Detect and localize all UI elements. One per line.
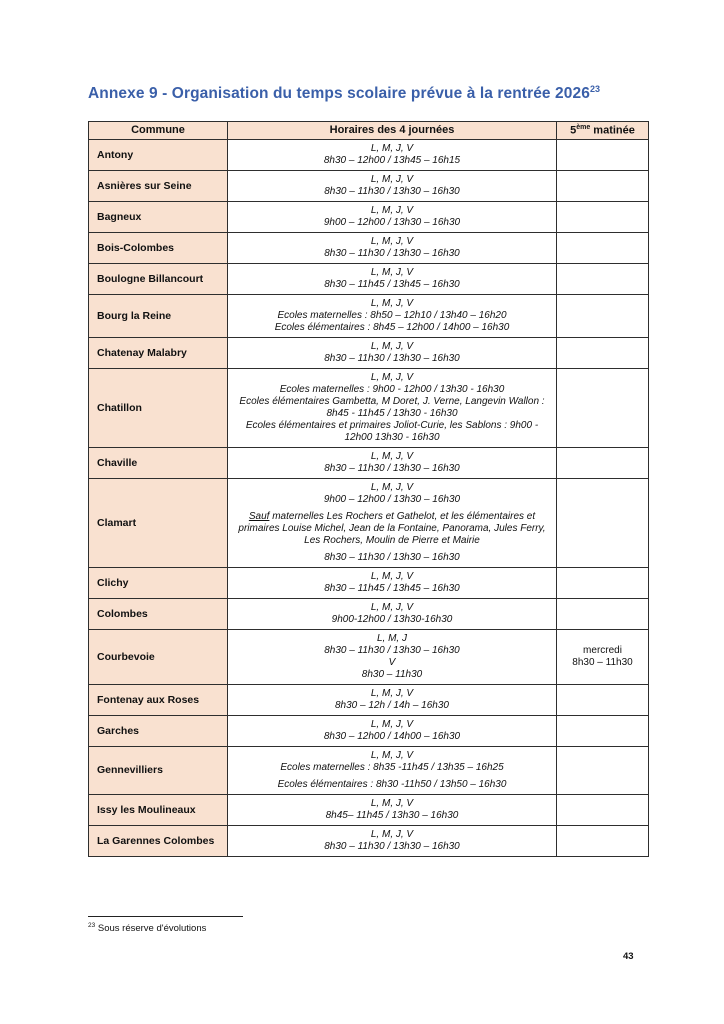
matinee-cell — [557, 447, 649, 478]
horaires-line: 8h30 – 11h45 / 13h45 – 16h30 — [324, 582, 460, 594]
horaires-cell — [228, 794, 557, 825]
horaires-line: Ecoles maternelles : 8h35 -11h45 / 13h35 – 16h25 — [280, 761, 504, 773]
horaires-cell — [228, 746, 557, 794]
horaires-cell — [228, 598, 557, 629]
horaires-line: V — [388, 656, 396, 668]
table-row — [89, 263, 649, 294]
horaires-line: L, M, J, V — [370, 266, 414, 278]
matinee-cell — [557, 478, 649, 567]
table-header-row — [89, 122, 649, 140]
horaires-line: 8h45– 11h45 / 13h30 – 16h30 — [325, 809, 459, 821]
matinee-cell — [557, 294, 649, 337]
header-horaires: Horaires des 4 journées — [228, 122, 557, 140]
commune-cell: Chaville — [89, 447, 228, 478]
horaires-line: L, M, J, V — [370, 481, 414, 493]
commune-cell: Chatillon — [89, 368, 228, 447]
footnote-text: Sous réserve d'évolutions — [97, 923, 207, 935]
matinee-cell — [557, 232, 649, 263]
horaires-cell — [228, 139, 557, 170]
matinee-cell — [557, 567, 649, 598]
matinee-line: 8h30 – 11h30 — [572, 656, 633, 668]
matinee-cell — [557, 746, 649, 794]
matinee-cell — [557, 598, 649, 629]
horaires-cell — [228, 478, 557, 567]
table-row — [89, 294, 649, 337]
horaires-line: L, M, J, V — [370, 340, 414, 352]
horaires-line: L, M, J, V — [370, 142, 414, 154]
horaires-line: 9h00 – 12h00 / 13h30 – 16h30 — [323, 493, 461, 505]
horaires-line: 8h30 – 11h30 — [361, 668, 423, 680]
matinee-cell — [557, 715, 649, 746]
commune-cell: Clichy — [89, 567, 228, 598]
horaires-line: L, M, J, V — [370, 173, 414, 185]
commune-cell: Bourg la Reine — [89, 294, 228, 337]
horaires-cell — [228, 368, 557, 447]
horaires-line: L, M, J, V — [370, 371, 414, 383]
table-header — [89, 122, 649, 140]
table-row — [89, 715, 649, 746]
horaires-line: L, M, J, V — [370, 570, 414, 582]
matinee-cell — [557, 825, 649, 856]
header-matinee — [557, 122, 649, 140]
matinee-cell — [557, 201, 649, 232]
horaires-line: L, M, J, V — [370, 718, 414, 730]
horaires-cell — [228, 684, 557, 715]
horaires-line: Ecoles élémentaires et primaires Joliot-Curie, les Sablons : 9h00 - 12h00 13h30 - 16h30 — [245, 419, 539, 443]
horaires-line: Ecoles élémentaires : 8h30 -11h50 / 13h50 – 16h30 — [277, 778, 507, 790]
table-row — [89, 337, 649, 368]
underlined-word: Sauf — [248, 510, 270, 522]
horaires-line: 8h30 – 11h30 / 13h30 – 16h30 — [324, 247, 460, 259]
table-row — [89, 170, 649, 201]
commune-cell: Colombes — [89, 598, 228, 629]
table-row — [89, 598, 649, 629]
horaires-cell — [228, 232, 557, 263]
horaires-cell — [228, 629, 557, 684]
table-row — [89, 567, 649, 598]
footnote-separator — [88, 916, 243, 917]
page-number: 43 — [623, 951, 634, 962]
horaires-line: L, M, J, V — [370, 204, 414, 216]
table-row — [89, 232, 649, 263]
horaires-line: Ecoles maternelles : 8h50 – 12h10 / 13h40 – 16h20 — [277, 309, 507, 321]
commune-cell: Antony — [89, 139, 228, 170]
commune-cell: Clamart — [89, 478, 228, 567]
horaires-line: 8h30 – 11h30 / 13h30 – 16h30 — [324, 185, 460, 197]
table-row — [89, 629, 649, 684]
matinee-cell — [557, 629, 649, 684]
matinee-cell — [557, 139, 649, 170]
footnote — [88, 922, 206, 934]
header-matinee-rest: matinée — [590, 124, 635, 137]
matinee-cell — [557, 170, 649, 201]
horaires-cell — [228, 567, 557, 598]
commune-cell: Fontenay aux Roses — [89, 684, 228, 715]
horaires-line: 8h30 – 12h00 / 14h00 – 16h30 — [323, 730, 461, 742]
commune-cell: La Garennes Colombes — [89, 825, 228, 856]
horaires-cell — [228, 715, 557, 746]
page-title-footnote-ref: 23 — [589, 84, 601, 94]
table-row — [89, 478, 649, 567]
header-matinee-base: 5 — [570, 124, 577, 137]
table-row — [89, 825, 649, 856]
horaires-cell — [228, 825, 557, 856]
commune-cell: Garches — [89, 715, 228, 746]
commune-cell: Asnières sur Seine — [89, 170, 228, 201]
table-body — [89, 139, 649, 856]
schedule-table — [88, 121, 649, 857]
table-row — [89, 746, 649, 794]
horaires-cell — [228, 201, 557, 232]
horaires-line: L, M, J, V — [370, 749, 414, 761]
horaires-line: Ecoles élémentaires : 8h45 – 12h00 / 14h00 – 16h30 — [274, 321, 510, 333]
horaires-line: 9h00 – 12h00 / 13h30 – 16h30 — [323, 216, 461, 228]
header-commune: Commune — [89, 122, 228, 140]
horaires-line: L, M, J, V — [370, 297, 414, 309]
header-matinee-sup: ème — [576, 124, 591, 131]
table-row — [89, 447, 649, 478]
matinee-line: mercredi — [583, 644, 622, 656]
commune-cell: Boulogne Billancourt — [89, 263, 228, 294]
horaires-line: L, M, J, V — [370, 797, 414, 809]
footnote-marker: 23 — [88, 922, 96, 929]
horaires-line: Ecoles élémentaires Gambetta, M Doret, J. Verne, Langevin Wallon : 8h45 - 11h45 / 13h30 - 16h30 — [239, 395, 545, 419]
horaires-line: 8h30 – 11h30 / 13h30 – 16h30 — [324, 352, 460, 364]
horaires-cell — [228, 337, 557, 368]
matinee-cell — [557, 794, 649, 825]
horaires-line: L, M, J, V — [370, 687, 414, 699]
horaires-line: 8h30 – 12h00 / 13h45 – 16h15 — [323, 154, 461, 166]
horaires-line: 8h30 – 11h30 / 13h30 – 16h30 — [324, 644, 460, 656]
horaires-line: 8h30 – 11h30 / 13h30 – 16h30 — [324, 551, 460, 563]
commune-cell: Courbevoie — [89, 629, 228, 684]
matinee-cell — [557, 263, 649, 294]
horaires-line: L, M, J, V — [370, 235, 414, 247]
horaires-cell — [228, 170, 557, 201]
matinee-cell — [557, 337, 649, 368]
horaires-line: L, M, J, V — [370, 828, 414, 840]
commune-cell: Chatenay Malabry — [89, 337, 228, 368]
commune-cell: Bagneux — [89, 201, 228, 232]
horaires-line: L, M, J — [376, 632, 407, 644]
table-row — [89, 684, 649, 715]
page-title-text: Annexe 9 - Organisation du temps scolaire prévue à la rentrée 2026 — [88, 85, 590, 103]
horaires-line: Ecoles maternelles : 9h00 - 12h00 / 13h30 - 16h30 — [279, 383, 505, 395]
horaires-line: Sauf maternelles Les Rochers et Gathelot, et les élémentaires et primaires Louise Michel, Jean de la Fontaine, Panorama, Jules Ferry, Les Rochers, Moulin de Pierre et Mairie — [238, 510, 546, 546]
page-title — [88, 84, 600, 103]
horaires-cell — [228, 294, 557, 337]
horaires-line: 8h30 – 11h30 / 13h30 – 16h30 — [324, 840, 460, 852]
table-row — [89, 368, 649, 447]
commune-cell: Issy les Moulineaux — [89, 794, 228, 825]
table-row — [89, 201, 649, 232]
horaires-line: 8h30 – 11h30 / 13h30 – 16h30 — [324, 462, 460, 474]
horaires-line: 9h00-12h00 / 13h30-16h30 — [331, 613, 453, 625]
horaires-line: L, M, J, V — [370, 601, 414, 613]
horaires-cell — [228, 447, 557, 478]
commune-cell: Gennevilliers — [89, 746, 228, 794]
matinee-cell — [557, 368, 649, 447]
commune-cell: Bois-Colombes — [89, 232, 228, 263]
matinee-cell — [557, 684, 649, 715]
horaires-line: 8h30 – 11h45 / 13h45 – 16h30 — [324, 278, 460, 290]
horaires-line: 8h30 – 12h / 14h – 16h30 — [335, 699, 449, 711]
table-row — [89, 794, 649, 825]
table-row — [89, 139, 649, 170]
horaires-line: L, M, J, V — [370, 450, 414, 462]
horaires-cell — [228, 263, 557, 294]
